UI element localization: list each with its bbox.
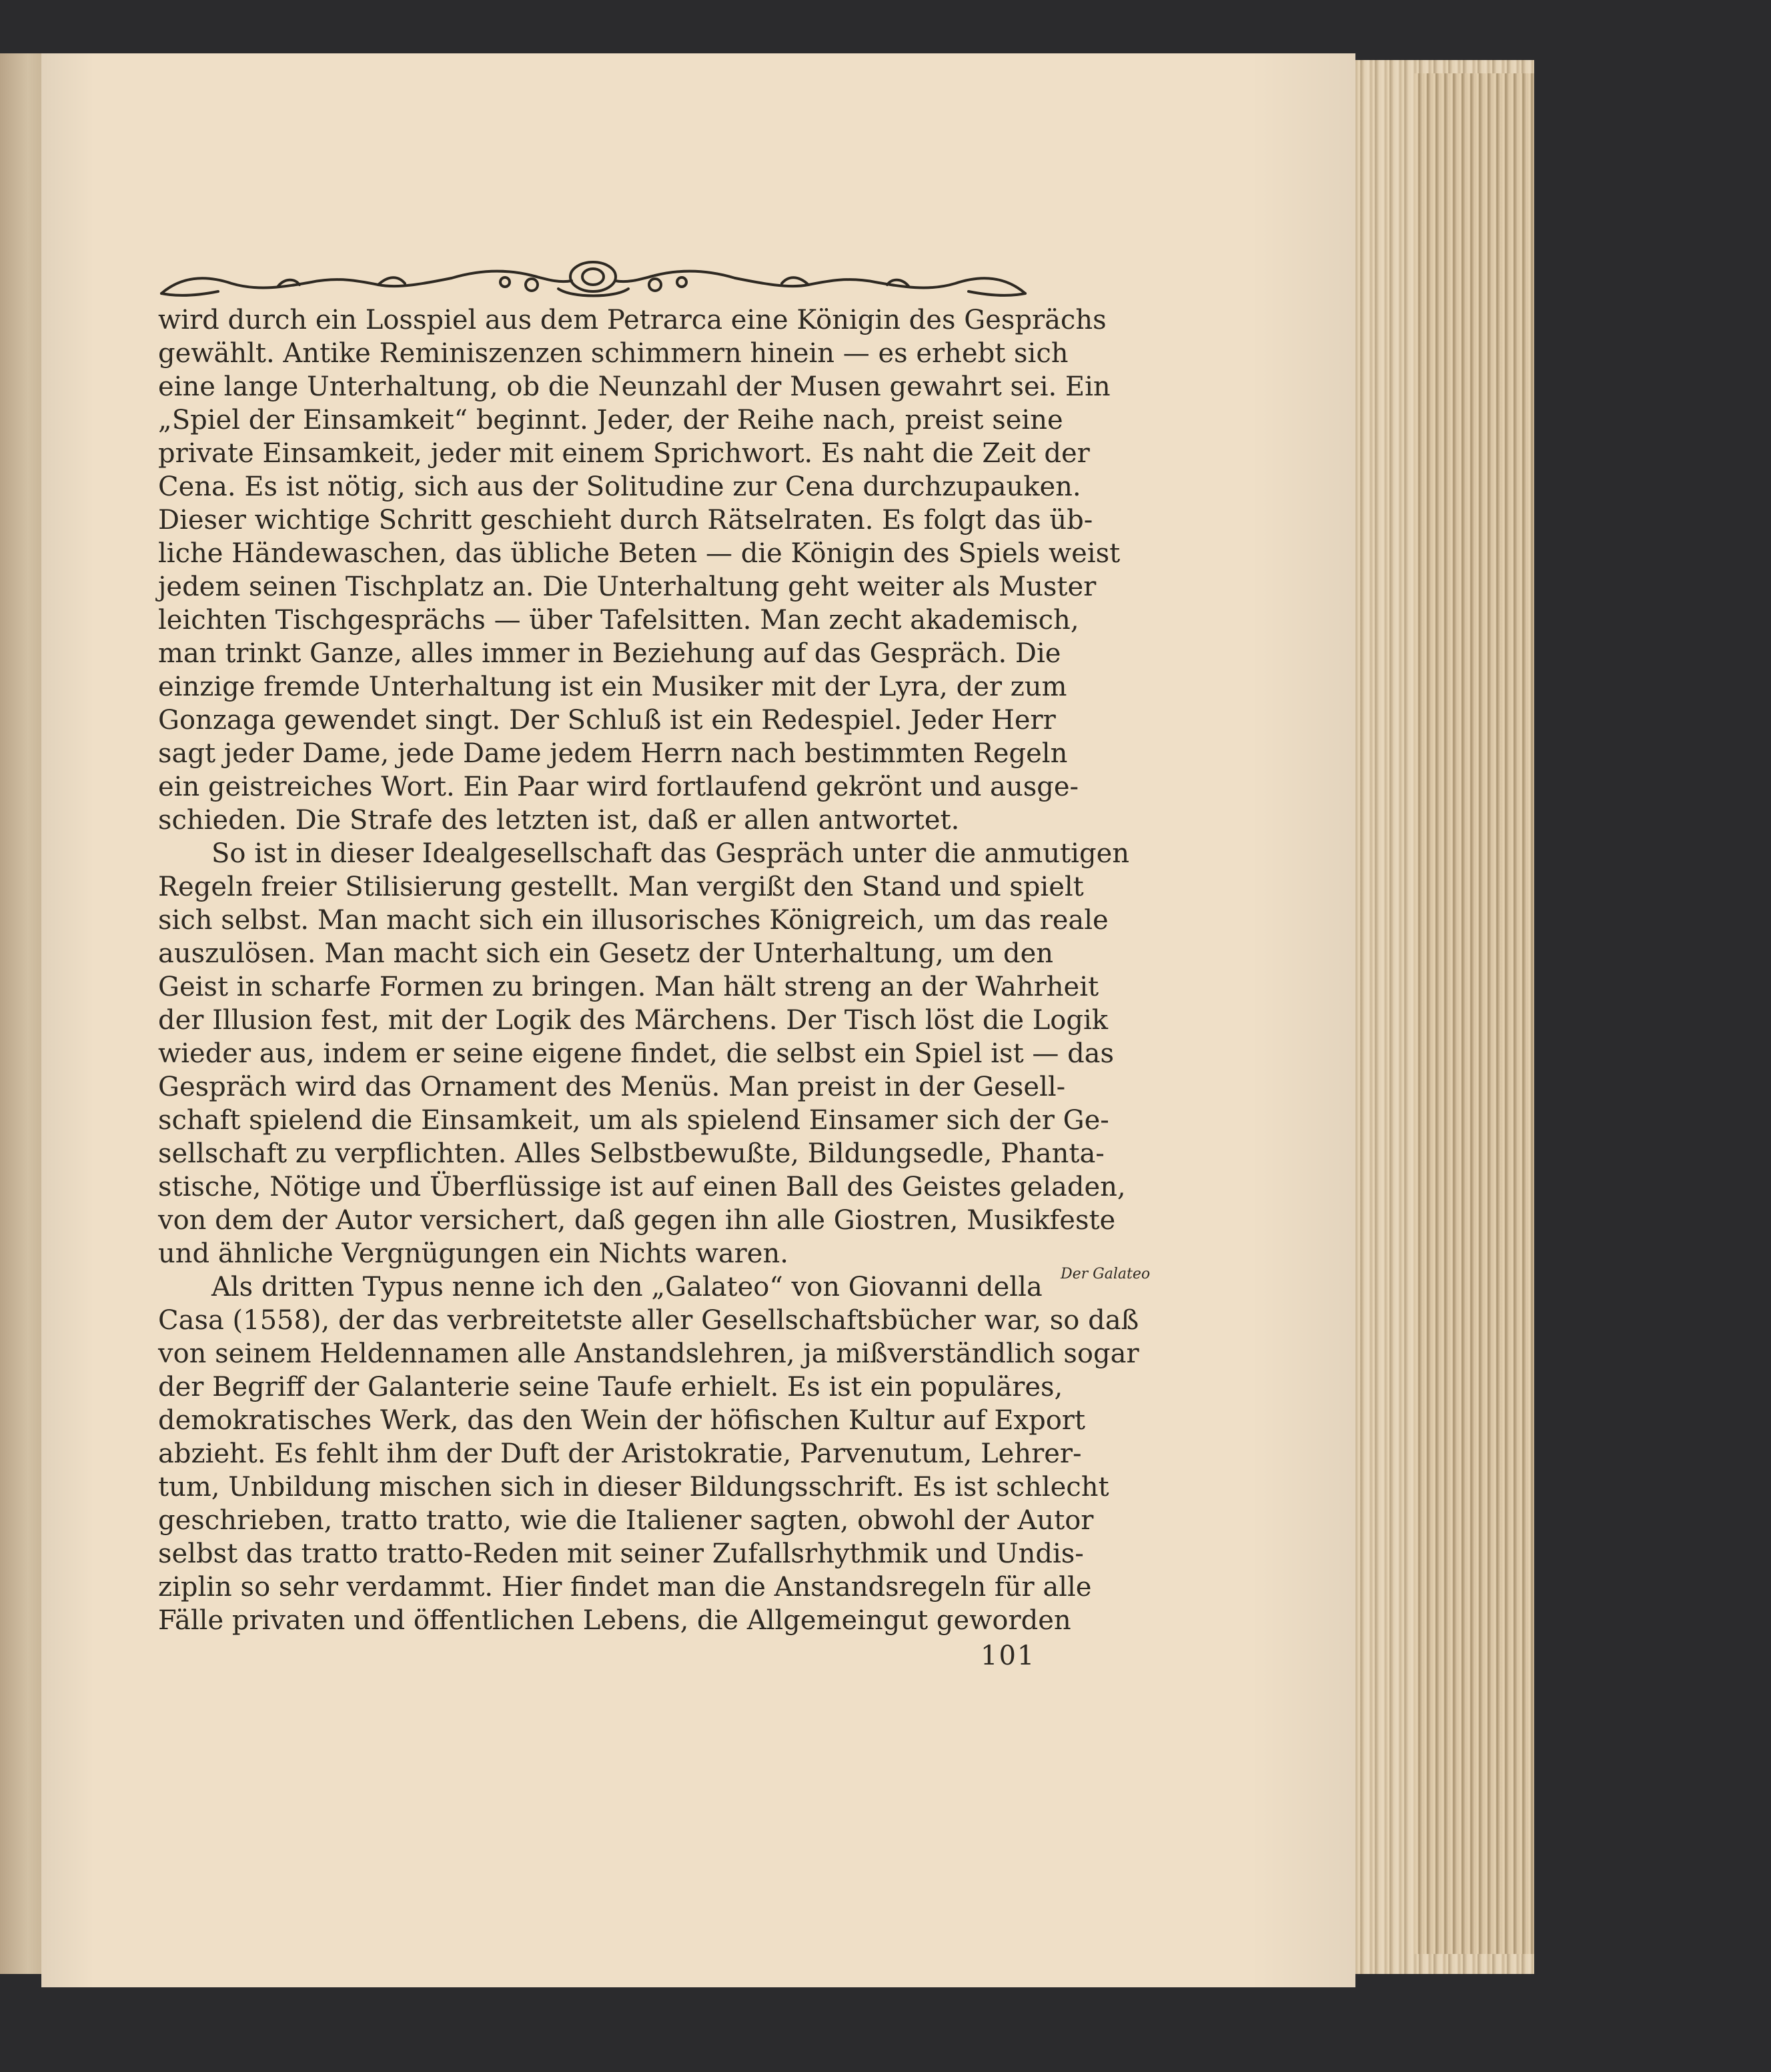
text-line: leichten Tischgesprächs — über Tafelsitten. Man zecht akademisch, (158, 605, 1079, 636)
margin-note: Der Galateo (1061, 1266, 1151, 1282)
text-line: Cena. Es ist nötig, sich aus der Solitudine zur Cena durchzupauken. (158, 471, 1081, 502)
text-line: sich selbst. Man macht sich ein illusorisches Königreich, um das reale (158, 905, 1109, 936)
text-line: auszulösen. Man macht sich ein Gesetz der Unterhaltung, um den (158, 938, 1054, 969)
page-number: 101 (981, 1641, 1036, 1671)
text-line: abzieht. Es fehlt ihm der Duft der Aristokratie, Parvenutum, Lehrer- (158, 1438, 1082, 1469)
text-line: Als dritten Typus nenne ich den „Galateo“ von Giovanni della (211, 1272, 1043, 1302)
text-line: einzige fremde Unterhaltung ist ein Musiker mit der Lyra, der zum (158, 672, 1067, 702)
text-line: private Einsamkeit, jeder mit einem Sprichwort. Es naht die Zeit der (158, 438, 1090, 469)
text-line: Geist in scharfe Formen zu bringen. Man hält streng an der Wahrheit (158, 972, 1099, 1002)
text-line: ein geistreiches Wort. Ein Paar wird fortlaufend gekrönt und ausge- (158, 772, 1079, 802)
text-line: So ist in dieser Idealgesellschaft das Gespräch unter die anmutigen (211, 838, 1129, 869)
text-line: „Spiel der Einsamkeit“ beginnt. Jeder, der Reihe nach, preist seine (158, 405, 1063, 435)
text-line: Gespräch wird das Ornament des Menüs. Man preist in der Gesell- (158, 1072, 1066, 1102)
text-line: sellschaft zu verpflichten. Alles Selbstbewußte, Bildungsedle, Phanta- (158, 1138, 1105, 1169)
text-line: eine lange Unterhaltung, ob die Neunzahl der Musen gewahrt sei. Ein (158, 371, 1111, 402)
text-line: der Illusion fest, mit der Logik des Märchens. Der Tisch löst die Logik (158, 1005, 1108, 1036)
text-line: der Begriff der Galanterie seine Taufe erhielt. Es ist ein populäres, (158, 1372, 1063, 1402)
text-line: ziplin so sehr verdammt. Hier findet man die Anstandsregeln für alle (158, 1572, 1092, 1603)
text-line: wird durch ein Losspiel aus dem Petrarca eine Königin des Gesprächs (158, 305, 1107, 335)
text-line: demokratisches Werk, das den Wein der höfischen Kultur auf Export (158, 1405, 1085, 1436)
text-line: von dem der Autor versichert, daß gegen ihn alle Giostren, Musikfeste (158, 1205, 1116, 1236)
text-line: Fälle privaten und öffentlichen Lebens, die Allgemeingut geworden (158, 1605, 1071, 1636)
text-line: Regeln freier Stilisierung gestellt. Man vergißt den Stand und spielt (158, 872, 1084, 902)
text-line: stische, Nötige und Überflüssige ist auf einen Ball des Geistes geladen, (158, 1172, 1126, 1202)
text-line: schaft spielend die Einsamkeit, um als spielend Einsamer sich der Ge- (158, 1105, 1109, 1136)
text-line: Dieser wichtige Schritt geschieht durch Rätselraten. Es folgt das üb- (158, 505, 1093, 536)
page-stack-edge-inner (1414, 73, 1534, 1954)
text-line: selbst das tratto tratto-Reden mit seiner Zufallsrhythmik und Undis- (158, 1538, 1084, 1569)
text-line: Casa (1558), der das verbreitetste aller Gesellschaftsbücher war, so daß (158, 1305, 1139, 1336)
text-line: tum, Unbildung mischen sich in dieser Bildungsschrift. Es ist schlecht (158, 1472, 1109, 1502)
text-line: wieder aus, indem er seine eigene findet, die selbst ein Spiel ist — das (158, 1038, 1115, 1069)
text-line: jedem seinen Tischplatz an. Die Unterhaltung geht weiter als Muster (158, 572, 1097, 602)
text-line: liche Händewaschen, das übliche Beten — die Königin des Spiels weist (158, 538, 1121, 569)
text-line: geschrieben, tratto tratto, wie die Italiener sagten, obwohl der Autor (158, 1505, 1094, 1536)
text-line: sagt jeder Dame, jede Dame jedem Herrn nach bestimmten Regeln (158, 738, 1068, 769)
text-line: von seinem Heldennamen alle Anstandslehren, ja mißverständlich sogar (158, 1338, 1139, 1369)
text-line: und ähnliche Vergnügungen ein Nichts waren. (158, 1238, 788, 1269)
text-line: man trinkt Ganze, alles immer in Beziehung auf das Gespräch. Die (158, 638, 1061, 669)
text-line: gewählt. Antike Reminiszenzen schimmern hinein — es erhebt sich (158, 338, 1069, 369)
ornament-header-icon (158, 257, 1029, 303)
text-line: schieden. Die Strafe des letzten ist, daß er allen antwortet. (158, 805, 960, 836)
text-line: Gonzaga gewendet singt. Der Schluß ist ein Redespiel. Jeder Herr (158, 705, 1056, 736)
left-page-edge (0, 53, 47, 1974)
